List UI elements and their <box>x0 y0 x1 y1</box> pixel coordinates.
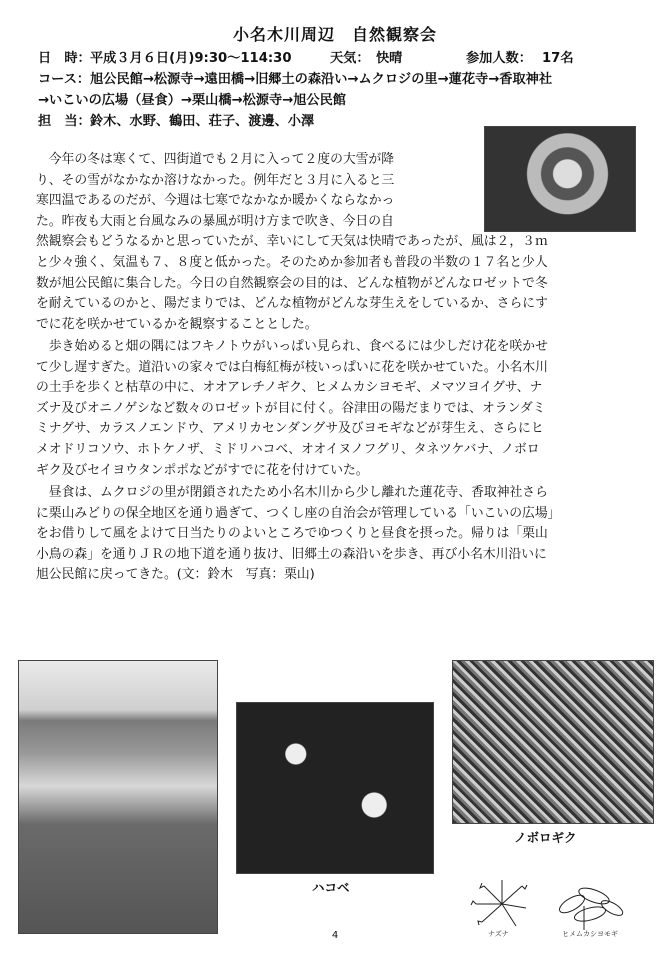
text-line: でに花を咲かせているかを観察することとした。 <box>36 316 318 332</box>
weather-value: 快晴 <box>376 51 403 66</box>
text-line: に栗山みどりの保全地区を通り過ぎて、つくし座の自治会が管理している「いこいの広場」 <box>36 505 561 521</box>
text-line: 然観察会もどうなるかと思っていたが、幸いにして天気は快晴であったが、風は２，３ｍ <box>36 234 548 250</box>
text-line: ギク及びセイヨウタンポポなどがすでに花を付けていた。 <box>36 462 369 478</box>
hakobe-caption: ハコベ <box>312 880 350 895</box>
text-line: 数が旭公民館に集合した。今日の自然観察会の目的は、どんな植物がどんなロゼットで冬 <box>36 275 548 291</box>
nazuna-sketch <box>471 880 527 926</box>
plant-sketch <box>462 874 634 938</box>
date-label: 日 時： <box>38 51 91 66</box>
text-line: 昼食は、ムクロジの里が閉鎖されたため小名木川から少し離れた蓮花寺、香取神社さら <box>36 485 548 500</box>
text-line: ズナ及びオニノゲシなど数々のロゼットが目に付く。谷津田の陽だまりでは、オランダミ <box>36 400 546 416</box>
participants-label: 参加人数： <box>466 51 532 66</box>
staff-value: 鈴木、水野、鶴田、荘子、渡邊、小澤 <box>90 114 315 129</box>
text-line: ミナグサ、カラスノエンドウ、アメリカセンダングサ及びヨモギなどが芽生え、さらにヒ <box>36 421 544 437</box>
course-label: コース： <box>38 72 91 87</box>
text-line: 旭公民館に戻ってきた。(文：鈴木 写真：栗山) <box>36 567 315 583</box>
paragraph-1 <box>36 150 640 335</box>
noborogiku-caption: ノボロギク <box>514 830 577 845</box>
text-line: り、その雪がなかなか溶けなかった。例年だと３月に入ると三 <box>36 172 395 188</box>
course-line-2: →いこいの広場（昼食）→栗山橋→松源寺→旭公民館 <box>38 93 346 108</box>
text-line: の土手を歩くと枯草の中に、オオアレチノギク、ヒメムカシヨモギ、メマツヨイグサ、ナ <box>36 380 543 396</box>
participants-value: 17名 <box>542 51 574 66</box>
info-course-row-2 <box>38 90 638 111</box>
text-line: て少し遅すぎた。道沿いの家々では白梅紅梅が枝いっぱいに花を咲かせていた。小名木川 <box>36 359 548 375</box>
text-line: と少々強く、気温も７、８度と低かった。そのためか参加者も普段の半数の１７名と少人 <box>36 254 548 270</box>
text-line: を耐えているのかと、陽だまりでは、どんな植物がどんな芽生えをしているか、さらにす <box>36 296 548 312</box>
info-date-row <box>38 48 638 69</box>
weather-label: 天気： <box>330 51 370 66</box>
paragraph-2 <box>36 337 640 481</box>
staff-label: 担 当： <box>38 114 91 129</box>
himemukashiyomogi-label: ヒメムカシヨモギ <box>562 930 618 938</box>
page-number: 4 <box>331 930 339 941</box>
text-line: 今年の冬は寒くて、四街道でも２月に入って２度の大雪が降 <box>36 152 395 167</box>
text-line: 歩き始めると畑の隅にはフキノトウがいっぱい見られ、食べるには少しだけ花を咲かせ <box>36 339 548 354</box>
hikers-photo <box>18 660 218 934</box>
date-value: 平成３月６日(月)9:30～114:30 <box>90 51 292 66</box>
text-line: メオドリコソウ、ホトケノザ、ミドリハコベ、オオイヌノフグリ、タネツケバナ、ノボロ <box>36 441 540 457</box>
nazuna-label: ナズナ <box>488 930 509 938</box>
page-title: 小名木川周辺 自然観察会 <box>232 25 437 44</box>
text-line: 小鳥の森」を通りＪＲの地下道を通り抜け、旧郷土の森沿いを歩き、再び小名木川沿いに <box>36 546 547 562</box>
text-line: た。昨夜も大雨と台風なみの暴風が明け方まで吹き、今日の自 <box>36 213 394 229</box>
text-line: をお借りして風をよけて日当たりのよいところでゆつくりと昼食を摂った。帰りは「栗山 <box>36 526 548 542</box>
info-course-row <box>38 69 638 90</box>
course-line-1: 旭公民館→松源寺→遠田橋→旧郷土の森沿い→ムクロジの里→蓮花寺→香取神社 <box>90 72 553 87</box>
himemukashiyomogi-sketch <box>557 885 625 930</box>
text-line: 寒四温であるのだが、今週は七寒でなかなか暖かくならなかっ <box>36 193 395 209</box>
paragraph-3 <box>36 483 640 586</box>
noborogiku-photo <box>452 660 654 824</box>
hakobe-photo <box>236 702 434 874</box>
